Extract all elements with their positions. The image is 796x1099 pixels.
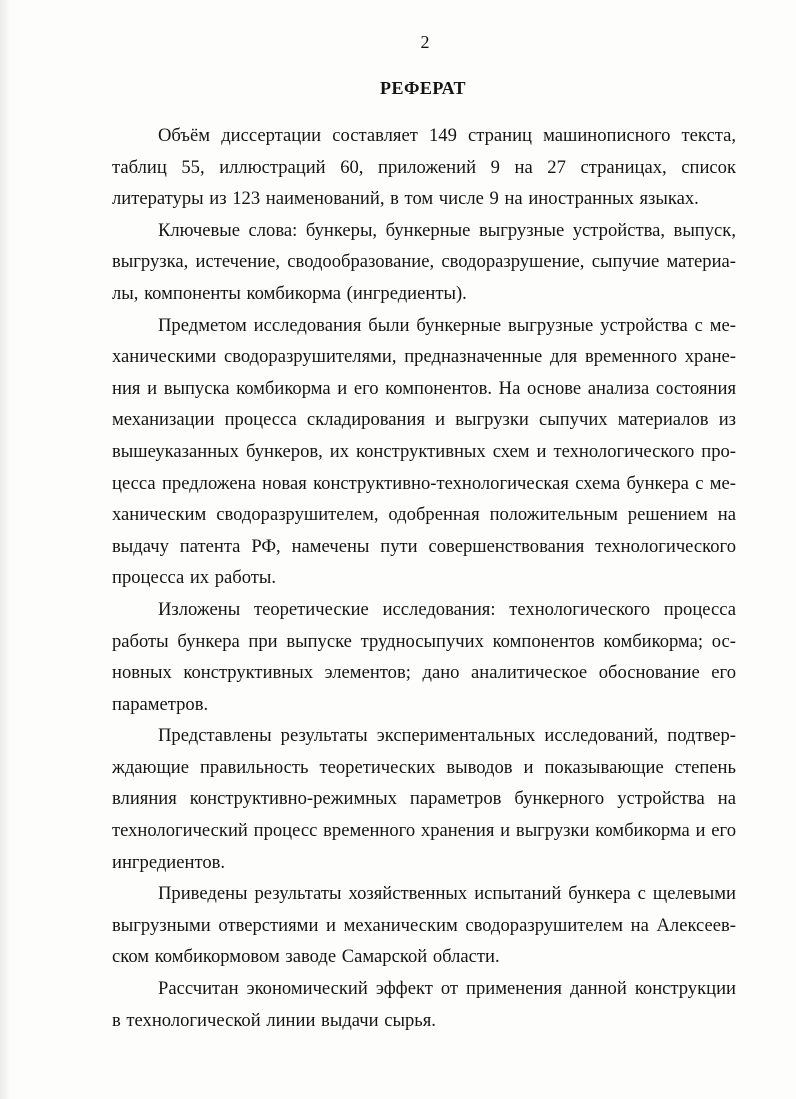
paragraph-economic-effect: Рассчитан экономический эффект от применения данной конструкции в технологической линии выдачи сырья. <box>112 978 736 1031</box>
paragraph-experiments: Представлены результаты экспериментальных исследований, подтверждающие правильность теоретических выводов и показывающие степень влияния конструктивно-режимных параметров бункерного устройства на технологический процесс временного хранения и выгрузки комбикорма и его ингредиентов. <box>112 725 736 873</box>
paragraph-volume: Объём диссертации составляет 149 страниц машинописного текста, таблиц 55, иллюстраций 60, приложений 9 на 27 страницах, список литературы из 123 наименований, в том числе 9 на иностранных языках. <box>112 125 736 210</box>
page-title: РЕФЕРАТ <box>379 78 467 98</box>
paragraph-field-tests: Приведены результаты хозяйственных испытаний бункера с щелевыми выгрузными отверстиями и механическим сводоразрушителем на Алексеевском комбикормовом заводе Самарской области. <box>112 883 736 968</box>
paragraph-theory: Изложены теоретические исследования: технологического процесса работы бункера при выпуске трудносыпучих компонентов комбикорма; основных конструктивных элементов; дано аналитическое обоснование его параметров. <box>112 598 736 715</box>
abstract-body <box>112 120 736 1036</box>
paragraph-keywords: Ключевые слова: бункеры, бункерные выгрузные устройства, выпуск, выгрузка, истечение, сводообразование, сводоразрушение, сыпучие материалы, компоненты комбикорма (ингредиенты). <box>112 219 736 304</box>
paragraph-subject: Предметом исследования были бункерные выгрузные устройства с механическими сводоразрушителями, предназначенные для временного хранения и выпуска комбикорма и его компонентов. На основе анализа состояния механизации процесса складирования и выгрузки сыпучих материалов из вышеуказанных бункеров, их конструктивных схем и технологического процесса предложена новая конструктивно-технологическая схема бункера с механическим сводоразрушителем, одобренная положительным решением на выдачу патента РФ, намечены пути совершенствования технологического процесса их работы. <box>112 314 736 589</box>
scan-edge <box>0 0 10 1099</box>
page-number: 2 <box>420 32 430 52</box>
